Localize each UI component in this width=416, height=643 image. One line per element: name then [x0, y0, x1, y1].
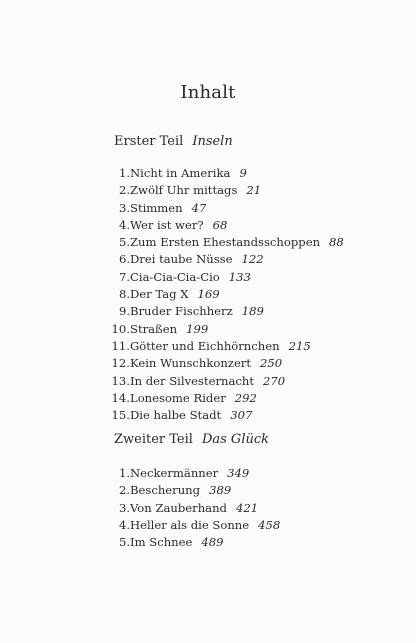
toc-entry-page: 389 [209, 483, 232, 498]
toc-entry-text [130, 303, 264, 320]
toc-entry-title: Im Schnee [130, 535, 193, 550]
toc-entry-number: 6. [118, 252, 130, 267]
toc-entry-text [130, 234, 344, 251]
toc-entry-number: 11. [111, 338, 130, 353]
toc-entry-text [130, 200, 206, 217]
toc-entry-number: 10. [111, 321, 130, 336]
toc-entry-text [130, 465, 249, 482]
toc-entry-text [130, 251, 264, 268]
page-title: Inhalt [180, 82, 236, 103]
toc-entry-title: Zwölf Uhr mittags [130, 183, 238, 198]
toc-entry-title: In der Silvesternacht [130, 373, 255, 388]
toc-entry-number: 1. [118, 466, 130, 480]
toc-entry-title: Neckermänner [130, 466, 219, 480]
toc-entry-text [130, 500, 258, 517]
toc-entry-page: 68 [212, 217, 228, 232]
toc-entry-text [130, 338, 311, 355]
toc-entry-text [130, 269, 251, 286]
toc-entry-title: Stimmen [130, 200, 183, 215]
part-one-label: Erster Teil [114, 134, 184, 149]
toc-entry-page: 169 [197, 287, 220, 302]
toc-entry-page: 88 [329, 235, 344, 250]
toc-entry-number: 4. [118, 217, 130, 232]
toc-entry-page: 189 [241, 304, 264, 319]
toc-entry-title: Cia-Cia-Cia-Cio [130, 269, 220, 284]
toc-entry-text [130, 182, 261, 199]
toc-entry-text [130, 390, 257, 407]
toc-entry-number: 15. [111, 408, 130, 423]
toc-entry-number: 2. [118, 183, 130, 198]
toc-entry-title: Drei taube Nüsse [130, 252, 233, 267]
toc-entry-text [130, 165, 247, 182]
toc-entry-title: Von Zauberhand [130, 500, 227, 515]
toc-entry-text [130, 534, 224, 551]
toc-entry-number: 8. [118, 287, 130, 302]
toc-entry-number: 13. [111, 373, 130, 388]
toc-entry-page: 133 [228, 269, 251, 284]
toc-entry-page: 292 [234, 390, 257, 405]
toc-entry-page: 250 [260, 356, 283, 371]
toc-entry-number: 3. [118, 200, 130, 215]
toc-entry-number: 5. [118, 235, 130, 250]
toc-entry-text [130, 517, 280, 534]
part-two-label: Zweiter Teil [114, 432, 193, 447]
toc-entry-text [130, 321, 208, 338]
toc-entry-number: 14. [111, 390, 130, 405]
toc-entry-page: 47 [191, 200, 207, 215]
toc-entry-page: 9 [239, 166, 247, 180]
toc-entry-number: 7. [118, 269, 130, 284]
toc-entry-text [130, 286, 220, 303]
toc-entry-title: Der Tag X [130, 287, 189, 302]
toc-entry-title: Götter und Eichhörnchen [130, 338, 280, 353]
part-one-subtitle: Inseln [192, 134, 233, 149]
toc-entry-page: 21 [246, 183, 262, 198]
toc-entry-title: Wer ist wer? [130, 217, 204, 232]
toc-entry-title: Kein Wunschkonzert [130, 356, 252, 371]
toc-entry-number: 9. [118, 304, 130, 319]
toc-entry-page: 458 [258, 517, 281, 532]
toc-entry-page: 199 [186, 321, 209, 336]
toc-entry-page: 349 [227, 466, 250, 480]
toc-entry-title: Bruder Fischherz [130, 304, 233, 319]
toc-entry-text [130, 355, 282, 372]
toc-entry-number: 3. [118, 500, 130, 515]
toc-entry-text [130, 373, 285, 390]
toc-entry-text [130, 407, 252, 424]
toc-entry-title: Heller als die Sonne [130, 517, 250, 532]
toc-entry-page: 270 [263, 373, 286, 388]
toc-entry-page: 489 [201, 535, 224, 550]
part-two-subtitle: Das Glück [201, 432, 270, 447]
toc-entry-title: Lonesome Rider [130, 390, 226, 405]
toc-entry-page: 307 [230, 408, 253, 423]
part-one-heading [114, 134, 233, 149]
toc-entry-title: Nicht in Amerika [130, 166, 231, 180]
toc-entry-number: 12. [111, 356, 130, 371]
toc-entry-number: 2. [118, 483, 130, 498]
toc-entry-text [130, 217, 227, 234]
toc-entry-number: 5. [118, 535, 130, 550]
toc-entry-title: Bescherung [130, 483, 201, 498]
toc-entry-number: 1. [118, 166, 130, 180]
toc-entry-title: Straßen [130, 321, 178, 336]
toc-entry-page: 122 [241, 252, 264, 267]
toc-entry-title: Die halbe Stadt [130, 408, 222, 423]
toc-entry-page: 421 [235, 500, 259, 515]
toc-entry-title: Zum Ersten Ehestandsschoppen [130, 235, 321, 250]
toc-entry-text [130, 482, 231, 499]
toc-entry-number: 4. [118, 517, 130, 532]
part-two-heading [114, 432, 269, 447]
toc-entry-page: 215 [288, 338, 311, 353]
